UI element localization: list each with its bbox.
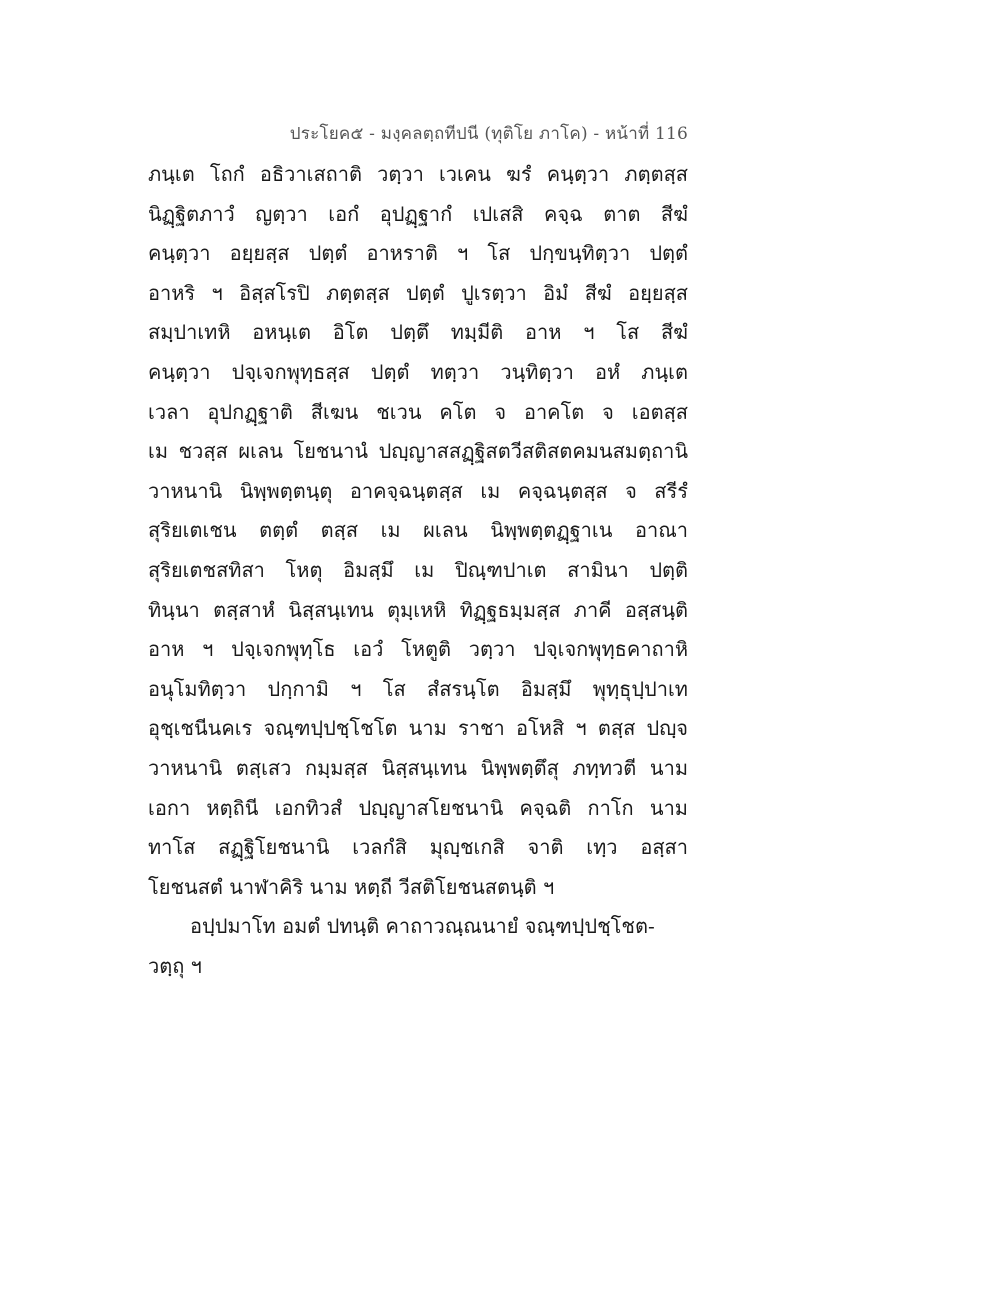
indented-line: อปฺปมาโท อมตํ ปทนฺติ คาถาวณฺณนายํ จณฺฑปฺปชฺโชต- [190, 914, 655, 939]
text-line: คนฺตฺวา อยฺยสฺส ปตฺตํ อาหราติ ฯ โส ปกฺขนฺทิตฺวา ปตฺตํ [148, 241, 688, 266]
text-line: สุริยเตชสทิสา โหตุ อิมสฺมึ เม ปิณฺฑปาเต สามินา ปตฺติ [148, 557, 688, 582]
text-line: นิฏฺฐิตภาวํ ญตฺวา เอกํ อุปฏฺฐากํ เปเสสิ คจฺฉ ตาต สีฆํ [148, 201, 688, 226]
body-text [148, 160, 688, 991]
text-line: สุริยเตเชน ตตฺตํ ตสฺส เม ผเลน นิพฺพตฺตฏฺฐาเน อาณา [148, 518, 688, 543]
text-line: เวลา อุปกฏฺฐาติ สีเฆน ชเวน คโต จ อาคโต จ เอตสฺส [148, 399, 688, 424]
text-line: สมฺปาเทหิ อหนฺเต อิโต ปตฺตึ ทมฺมีติ อาห ฯ โส สีฆํ [148, 320, 688, 345]
text-line: ทินฺนา ตสฺสาหํ นิสฺสนฺเทน ตุมฺเหหิ ทิฏฺฐธมฺมสฺส ภาคี อสฺสนฺติ [148, 597, 688, 622]
running-header: ประโยค๕ - มงฺคลตฺถทีปนี (ทุติโย ภาโค) - หน้าที่ 116 [289, 124, 688, 144]
text-line: อนุโมทิตฺวา ปกฺกามิ ฯ โส สํสรนฺโต อิมสฺมึ พุทฺธุปฺปาเท [148, 676, 688, 701]
text-line: อุชฺเชนีนคเร จณฺฑปฺปชฺโชโต นาม ราชา อโหสิ ฯ ตสฺส ปญฺจ [148, 716, 688, 741]
text-line: ทาโส สฏฺฐิโยชนานิ เวลกํสิ มุญฺชเกสิ จาติ เทฺว อสฺสา [148, 835, 688, 860]
text-line: เอกา หตฺถินี เอกทิวสํ ปญฺญาสโยชนานิ คจฺฉติ กาโก นาม [148, 795, 688, 820]
text-line: เม ชวสฺส ผเลน โยชนานํ ปญฺญาสสฏฺฐิสตวีสติสตคมนสมตฺถานิ [148, 439, 688, 464]
text-line: อาหริ ฯ อิสฺสโรปิ ภตฺตสฺส ปตฺตํ ปูเรตฺวา อิมํ สีฆํ อยฺยสฺส [148, 280, 688, 305]
text-line: ภนฺเต โถกํ อธิวาเสถาติ วตฺวา เวเคน ฆรํ คนฺตฺวา ภตฺตสฺส [148, 162, 688, 186]
text-line: วาหนานิ นิพฺพตฺตนฺตุ อาคจฺฉนฺตสฺส เม คจฺฉนฺตสฺส จ สรีรํ [148, 478, 688, 503]
text-line: คนฺตฺวา ปจฺเจกพุทฺธสฺส ปตฺตํ ทตฺวา วนฺทิตฺวา อหํ ภนฺเต [148, 359, 688, 384]
paragraph-end-line: โยชนสตํ นาฬาคิริ นาม หตฺถี วีสติโยชนสตนฺติ ฯ [148, 874, 555, 899]
paragraph-end-line: วตฺถุ ฯ [148, 953, 202, 978]
text-line: อาห ฯ ปจฺเจกพุทฺโธ เอวํ โหตูติ วตฺวา ปจฺเจกพุทฺธคาถาหิ [148, 637, 688, 662]
text-line: วาหนานิ ตสฺเสว กมฺมสฺส นิสฺสนฺเทน นิพฺพตฺตึสุ ภทฺทวตี นาม [148, 755, 688, 780]
